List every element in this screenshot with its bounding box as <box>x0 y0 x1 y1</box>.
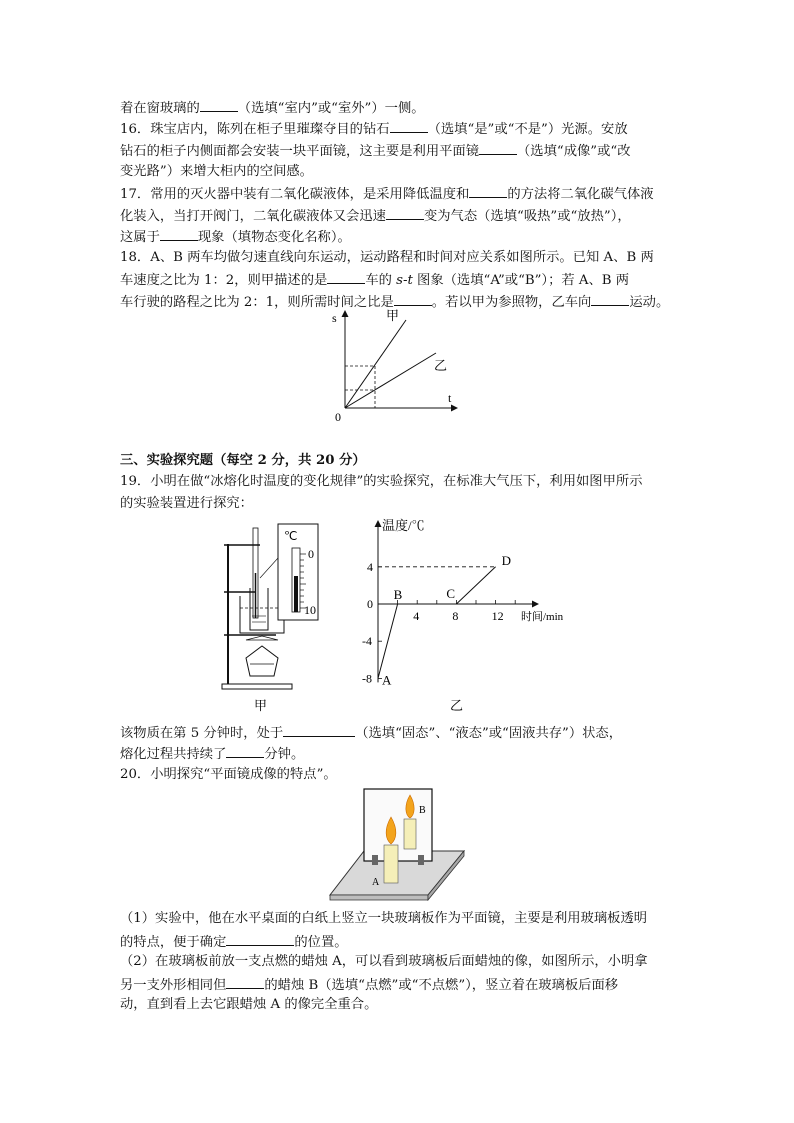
line-jia <box>345 320 406 408</box>
point-label: B <box>393 587 403 602</box>
answer-blank[interactable] <box>226 743 264 758</box>
q20-p2-line2: 另一支外形相同但 的蜡烛 B（选填“点燃”或“不点燃”），竖立着在玻璃板后面移 <box>120 974 618 996</box>
answer-blank[interactable] <box>386 205 424 220</box>
q19-line1: 19．小明在做“冰熔化时温度的变化规律”的实验探究，在标准大气压下，利用如图甲所示 <box>120 474 643 489</box>
answer-blank[interactable] <box>591 291 629 306</box>
candle-b-label: B <box>419 805 426 816</box>
q19-line3: 该物质在第 5 分钟时，处于 （选填“固态”、“液态”或“固液共存”）状态， <box>120 722 622 744</box>
x-tick-label: 8 <box>452 609 459 623</box>
x-tick-label: 4 <box>413 609 420 623</box>
glass-clip <box>372 855 378 865</box>
q15-line1: 着在窗玻璃的 （选填“室内”或“室外”）一侧。 <box>120 97 425 119</box>
answer-blank[interactable] <box>479 140 517 155</box>
q18-line1: 18．A、B 两车均做匀速直线向东运动，运动路程和时间对应关系如图所示。已知 A、B 两 <box>120 250 654 265</box>
q18-line3: 车行驶的路程之比为 2：1，则所需时间之比是 。若以甲为参照物，乙车向 运动。 <box>120 291 669 313</box>
y-tick-label: -8 <box>362 671 372 686</box>
q20-p2-line3: 动，直到看上去它跟蜡烛 A 的像完全重合。 <box>120 997 378 1012</box>
q20-p1-line1: （1）实验中，他在水平桌面的白纸上竖立一块玻璃板作为平面镜，主要是利用玻璃板透明 <box>120 911 648 926</box>
fig-caption-right: 乙 <box>450 698 464 713</box>
answer-blank[interactable] <box>394 291 432 306</box>
answer-blank[interactable] <box>226 931 294 946</box>
zoom-leader <box>260 558 278 578</box>
stand-base <box>222 684 292 689</box>
q20-p1-line2: 的特点，便于确定 的位置。 <box>120 931 348 953</box>
y-tick-label: 4 <box>367 559 373 574</box>
apparatus-figure <box>216 518 322 720</box>
glass-clip <box>418 855 424 865</box>
q17-line1: 17．常用的灭火器中装有二氧化碳液体，是采用降低温度和 的方法将二氧化碳气体液 <box>120 183 654 205</box>
point-label: D <box>501 552 511 568</box>
q19-line2: 的实验装置进行探究： <box>120 496 253 511</box>
thermo-unit: ℃ <box>284 529 298 543</box>
line-jia-label: 甲 <box>386 308 400 323</box>
fig-caption-left: 甲 <box>254 698 268 713</box>
answer-blank[interactable] <box>390 118 428 133</box>
q16-line1: 16．珠宝店内，陈列在柜子里璀璨夺目的钻石 （选填“是”或“不是”）光源。安放 <box>120 118 628 140</box>
y-tick-label: 0 <box>367 597 373 611</box>
answer-blank[interactable] <box>327 269 365 284</box>
q17-line3: 这属于 现象（填物态变化名称）。 <box>120 226 351 248</box>
q19-line4: 熔化过程共持续了 分钟。 <box>120 743 304 765</box>
x-axis-label: 时间/min <box>521 611 564 623</box>
q20-line1: 20．小明探究“平面镜成像的特点”。 <box>120 767 337 782</box>
q16-line2: 钻石的柜子内侧面都会安装一块平面镜，这主要是利用平面镜 （选填“成像”或“改 <box>120 140 631 162</box>
candle-b <box>404 819 416 849</box>
flame <box>246 636 278 640</box>
q17-line2: 化装入，当打开阀门，二氧化碳液体又会迅速 变为气态（选填“吸热”或“放热”）， <box>120 205 631 227</box>
s-axis-label: s <box>332 311 337 325</box>
candle-a-label: A <box>372 877 380 888</box>
y-tick-label: -4 <box>362 634 372 649</box>
answer-blank[interactable] <box>200 97 238 112</box>
q18-line2: 车速度之比为 1：2，则甲描述的是 车的 s-t 图象（选填“A”或“B”）；若 A、B 两 <box>120 269 629 291</box>
point-label: C <box>446 586 456 601</box>
mirror-figure <box>326 787 468 905</box>
q16-line3: 变光路”）来增大柜内的空间感。 <box>120 164 313 179</box>
candle-a <box>384 845 398 883</box>
x-tick-label: 12 <box>491 609 504 623</box>
answer-blank[interactable] <box>283 722 355 737</box>
thermo-top-label: 0 <box>308 547 314 561</box>
alcohol-lamp <box>246 646 278 676</box>
temperature-chart <box>350 516 580 716</box>
beaker <box>240 596 284 633</box>
table-edge <box>330 895 428 900</box>
answer-blank[interactable] <box>226 974 264 989</box>
q20-p2-line1: （2）在玻璃板前放一支点燃的蜡烛 A，可以看到玻璃板后面蜡烛的像，如图所示，小明拿 <box>120 954 648 969</box>
origin-label: 0 <box>335 410 341 424</box>
line-yi <box>345 353 436 408</box>
point-label: A <box>382 672 392 688</box>
t-axis-label: t <box>448 391 452 405</box>
st-graph <box>328 306 468 428</box>
y-axis-label: 温度/℃ <box>382 518 425 533</box>
line-yi-label: 乙 <box>434 358 448 373</box>
answer-blank[interactable] <box>469 183 507 198</box>
temperature-series-line <box>378 567 496 679</box>
section-title: 三、实验探究题（每空 2 分，共 20 分） <box>120 453 366 468</box>
thermo-liquid <box>294 576 298 612</box>
answer-blank[interactable] <box>160 226 198 241</box>
thermo-bottom-label: 10 <box>304 603 316 617</box>
